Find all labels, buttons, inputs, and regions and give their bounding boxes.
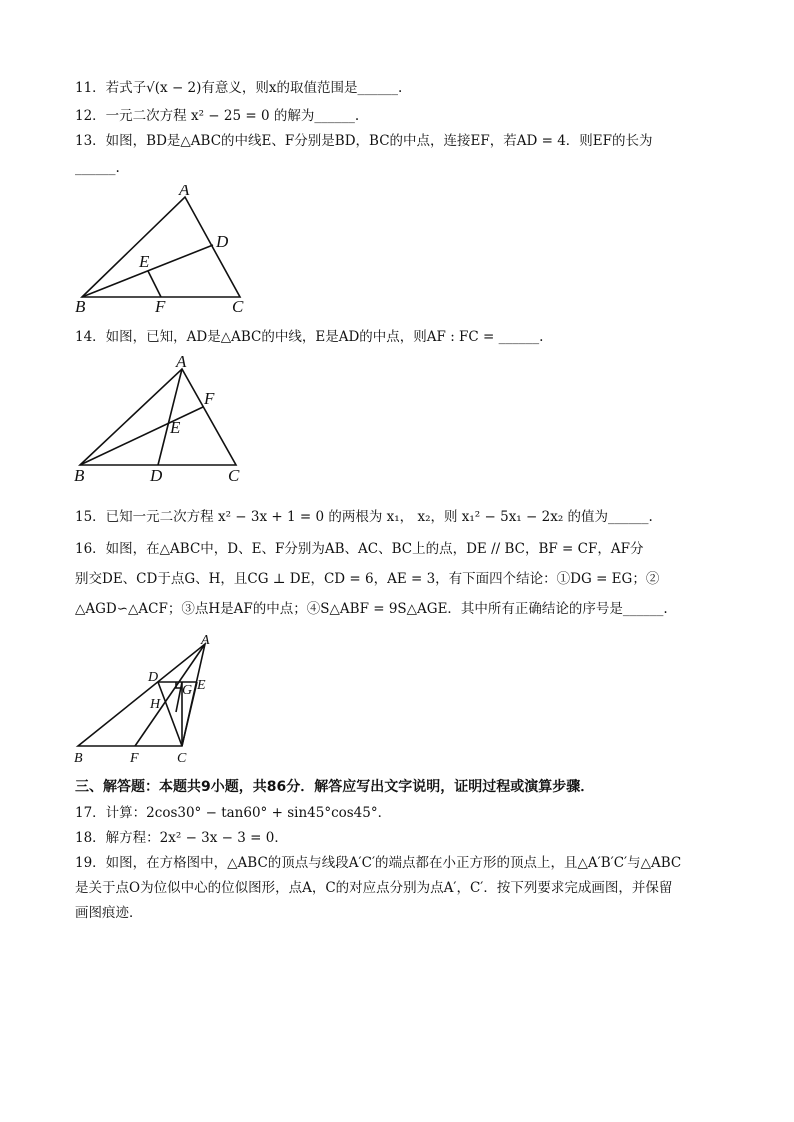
question-13-line2: ______. [75,160,120,176]
label-g: G [182,683,193,698]
question-11: 11．若式子√(x − 2)有意义，则x的取值范围是______. [75,80,403,96]
label-f: F [130,751,139,766]
label-b: B [74,466,85,485]
question-17: 17．计算：2cos30° − tan60° + sin45°cos45°． [75,805,392,821]
question-16-line1: 16．如图，在△ABC中，D、E、F分别为AB、AC、BC上的点，DE // BC，BF = CF，AF分 [75,541,644,557]
figure-13 [70,185,260,315]
label-d: D [148,670,159,685]
question-16-line2: 别交DE、CD于点G、H，且CG ⊥ DE，CD = 6，AE = 3，有下面四个结论：①DG = EG；② [75,571,660,587]
label-a: A [176,355,187,371]
question-13-line1: 13．如图，BD是△ABC的中线E、F分别是BD，BC的中点，连接EF，若AD = 4．则EF的长为 [75,133,653,149]
segment-cd [158,682,182,746]
question-19-line2: 是关于点O为位似中心的位似图形，点A，C的对应点分别为点A′，C′．按下列要求完成画图，并保留 [75,880,673,896]
label-c: C [228,466,240,485]
label-a: A [179,185,190,199]
figure-16 [70,632,240,767]
label-c: C [232,297,244,315]
question-18: 18．解方程：2x² − 3x − 3 = 0． [75,830,288,846]
label-e: E [197,678,206,693]
label-e: E [139,252,150,271]
segment-bf [80,407,203,465]
question-14: 14．如图，已知，AD是△ABC的中线，E是AD的中点，则AF : FC = ______. [75,329,544,345]
label-a: A [201,633,210,648]
segment-ef [148,271,161,297]
label-d: D [150,466,163,485]
label-b: B [74,751,83,766]
question-19-line1: 19．如图，在方格图中，△ABC的顶点与线段A′C′的端点都在小正方形的顶点上，且△A′B′C′与△ABC [75,855,682,871]
question-15: 15．已知一元二次方程 x² − 3x + 1 = 0 的两根为 x₁， x₂，则 x₁² − 5x₁ − 2x₂ 的值为______. [75,509,653,525]
label-h: H [150,697,161,712]
section-3-heading: 三、解答题：本题共9小题，共86分．解答应写出文字说明，证明过程或演算步骤． [75,779,595,795]
label-c: C [177,751,187,766]
question-12: 12．一元二次方程 x² − 25 = 0 的解为______. [75,108,360,124]
question-19-line3: 画图痕迹． [75,905,143,921]
label-d: D [216,232,229,251]
figure-14 [70,355,260,485]
median-ad [158,369,182,465]
question-16-line3: △AGD∽△ACF；③点H是AF的中点；④S△ABF = 9S△AGE．其中所有正确结论的序号是______. [75,601,668,617]
label-b: B [75,297,86,315]
triangle-abc [80,369,236,465]
label-e: E [170,418,181,437]
label-f: F [155,297,166,315]
label-f: F [204,389,215,408]
